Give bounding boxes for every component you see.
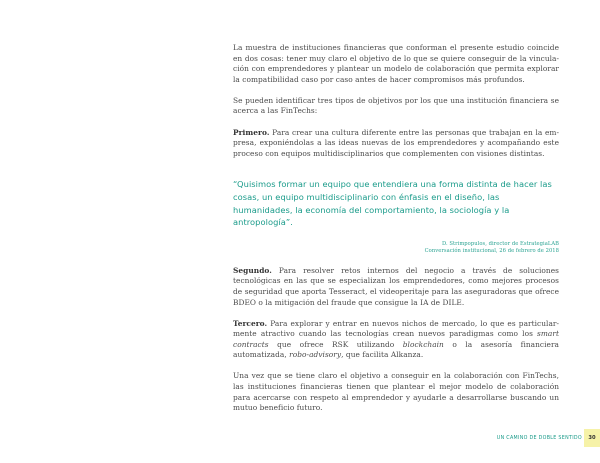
paragraph-third xyxy=(233,319,559,361)
lead-second: Segundo. xyxy=(233,265,272,275)
text-third-a: Para explorar y entrar en nuevos nichos de mercado, lo que es particularmente atractivo cuando las tecnologías crean nuevos paradigmas como los xyxy=(233,318,559,339)
text-second: Para resolver retos internos del negocio a través de soluciones tecnológicas en las que se especializan los emprendedores, como mejores procesos de seguridad que aporta Tesseract, el videoperitaje para las aseguradoras que ofrece BDEO o la mitigación del fraude que consigue la IA de DILE. xyxy=(233,265,559,307)
term-blockchain: blockchain xyxy=(402,339,444,349)
running-footer: UN CAMINO DE DOBLE SENTIDO xyxy=(496,436,582,441)
page-number: 30 xyxy=(584,429,600,447)
paragraph-intro: La muestra de instituciones financieras que conforman el presente estudio coincide en dos cosas: tener muy claro el objetivo de lo que se quiere conseguir de la vinculación con emprendedores y plantear un modelo de colaboración que permita explorar la compatibilidad caso por caso antes de hacer compromisos más profundos. xyxy=(233,43,559,84)
text-third-b: que ofrece RSK utilizando xyxy=(268,339,403,349)
paragraph-second xyxy=(233,266,559,308)
text-third-c: o la asesoría financiera automatizada, xyxy=(233,339,559,360)
pull-quote: “Quisimos formar un equipo que entendiera una forma distinta de hacer las cosas, un equipo multidisciplinario con énfasis en el diseño, las humanidades, la economía del comportamiento, la sociología y la antropología”. xyxy=(233,179,552,228)
text-first: Para crear una cultura diferente entre las personas que trabajan en la empresa, exponiéndolas a las ideas nuevas de los emprendedores y acompañando este proceso con equipos multidisciplinarios que complementen con visiones distintas. xyxy=(233,127,559,158)
lead-first: Primero. xyxy=(233,127,270,137)
paragraph-first xyxy=(233,128,559,160)
source-author: D. Strimpopulos, director de EstrategiaLAB xyxy=(441,240,559,247)
source-date: Conversación institucional, 26 de febrero de 2018 xyxy=(424,247,559,254)
paragraph-objectives: Se pueden identificar tres tipos de objetivos por los que una institución financiera se acerca a las FinTechs: xyxy=(233,95,559,116)
term-robo-advisory: robo-advisory xyxy=(289,350,342,360)
term-smart-contracts: smart contracts xyxy=(233,329,559,349)
lead-third: Tercero. xyxy=(233,318,268,328)
paragraph-closing: Una vez que se tiene claro el objetivo a conseguir en la colaboración con FinTechs, las instituciones financieras tienen que plantear el mejor modelo de colaboración para acercarse con respeto al emprendedor y ayudarle a desarrollarse buscando un mutuo beneficio futuro. xyxy=(233,371,559,413)
quote-source xyxy=(233,241,559,255)
text-third-d: , que facilita Alkanza. xyxy=(341,350,424,360)
body-text xyxy=(233,43,559,424)
